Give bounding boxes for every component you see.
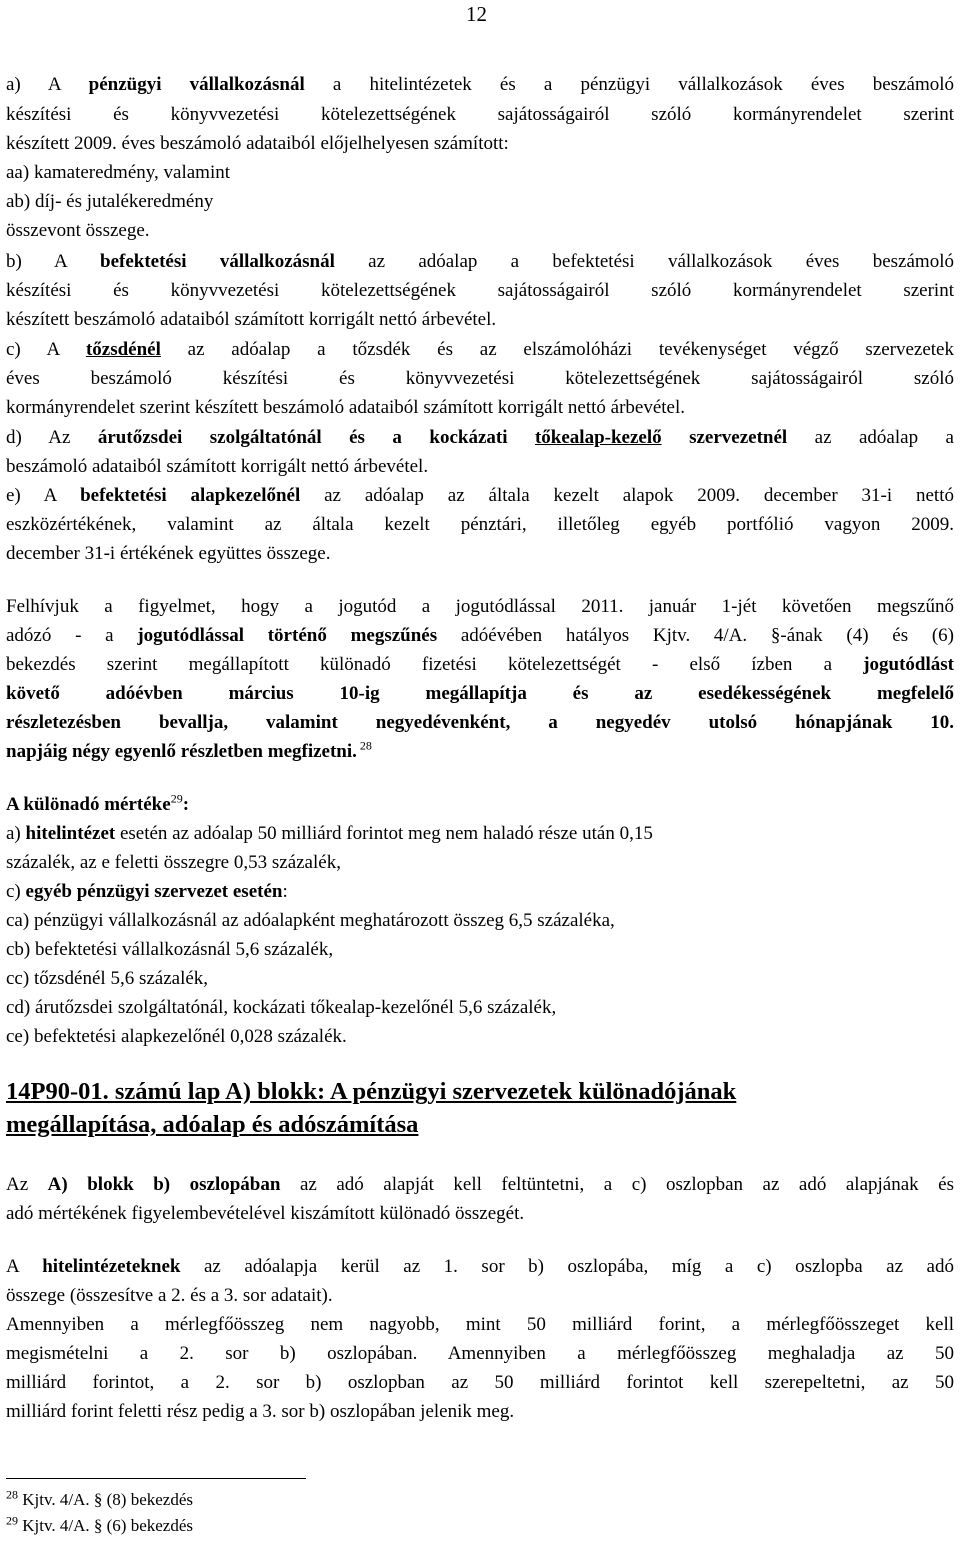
text-line: [6, 513, 954, 537]
text-line: [6, 426, 954, 450]
footnote-text: Kjtv. 4/A. § (6) bekezdés: [18, 1516, 193, 1535]
text-line: [6, 711, 954, 735]
bold-underlined-text: tőzsdénél: [85, 339, 161, 360]
text-run: d) Az: [6, 427, 98, 448]
text-run: bekezdés szerint megállapított különadó fizetési kötelezettségét - első ízben a: [6, 654, 864, 675]
bold-text: befektetési vállalkozásnál: [100, 251, 335, 272]
text-run: ce) befektetési alapkezelőnél 0,028 százalék.: [6, 1026, 347, 1047]
footnote-29: [6, 1515, 193, 1537]
text-line: [6, 1173, 954, 1197]
text-run: Amennyiben a mérlegfőösszeg nem nagyobb, mint 50 milliárd forint, a mérlegfőösszeget kell: [6, 1314, 954, 1335]
text-run: b) A: [6, 251, 101, 272]
text-run: adóévében hatályos Kjtv. 4/A. §-ának (4) és (6): [437, 625, 954, 646]
bold-text: :: [182, 794, 190, 815]
bold-text: A különadó mértéke: [6, 794, 171, 815]
bold-text: egyéb pénzügyi szervezet esetén: [25, 881, 283, 902]
text-line: [6, 682, 954, 706]
text-line: [6, 1313, 954, 1337]
footnote-text: Kjtv. 4/A. § (8) bekezdés: [18, 1490, 193, 1509]
text-line: [6, 132, 954, 156]
text-run: készítési és könyvvezetési kötelezettségének sajátosságairól szóló kormányrendelet szerint: [6, 104, 954, 125]
text-run: éves beszámoló készítési és könyvvezetési kötelezettségének sajátosságairól szóló: [6, 368, 954, 389]
text-run: összege (összesítve a 2. és a 3. sor adatait).: [6, 1285, 333, 1306]
text-run: készítési és könyvvezetési kötelezettségének sajátosságairól szóló kormányrendelet szerint: [6, 280, 954, 301]
bold-text: A) blokk b) oszlopában: [47, 1174, 281, 1195]
text-run: c) A: [6, 339, 86, 360]
text-line: [6, 851, 954, 875]
text-line: [6, 219, 954, 243]
text-run: december 31-i értékének együttes összege.: [6, 543, 331, 564]
text-line: [6, 1342, 954, 1366]
bold-text: napjáig négy egyenlő részletben megfizetni.: [6, 741, 357, 762]
text-run: az adóalap a: [787, 427, 954, 448]
text-run: összevont összege.: [6, 220, 150, 241]
text-line: [6, 367, 954, 391]
text-run: milliárd forintot, a 2. sor b) oszlopban az 50 milliárd forintot kell szerepeltetni, az 50: [6, 1372, 954, 1393]
text-run: c): [6, 881, 26, 902]
text-line: [6, 338, 954, 362]
text-run: esetén az adóalap 50 milliárd forintot meg nem haladó része után 0,15: [115, 823, 653, 844]
text-line: [6, 455, 954, 479]
text-line: [6, 740, 954, 764]
text-run: kormányrendelet szerint készített beszámoló adataiból számított korrigált nettó árbevétel.: [6, 397, 685, 418]
text-run: cc) tőzsdénél 5,6 százalék,: [6, 968, 209, 989]
text-line: [6, 1284, 954, 1308]
text-run: a) A: [6, 74, 89, 95]
footnote-number: 29: [6, 1513, 18, 1528]
text-run: e) A: [6, 485, 81, 506]
bold-text: pénzügyi vállalkozásnál: [88, 74, 305, 95]
text-line: [6, 1202, 954, 1226]
text-line: [6, 396, 954, 420]
text-run: az adó alapját kell feltüntetni, a c) oszlopban az adó alapjának és: [280, 1174, 954, 1195]
bold-text: szervezetnél: [661, 427, 788, 448]
bold-text: hitelintézeteknek: [42, 1256, 181, 1277]
text-line: [6, 308, 954, 332]
text-line: [6, 880, 954, 904]
text-line: [6, 595, 954, 619]
text-line: [6, 793, 954, 817]
text-line: [6, 996, 954, 1020]
text-run: a hitelintézetek és a pénzügyi vállalkozások éves beszámoló: [304, 74, 954, 95]
text-line: [6, 967, 954, 991]
text-line: [6, 822, 954, 846]
text-run: cb) befektetési vállalkozásnál 5,6 százalék,: [6, 939, 334, 960]
bold-underlined-text: tőkealap-kezelő: [534, 427, 662, 448]
text-run: készített beszámoló adataiból számított korrigált nettó árbevétel.: [6, 309, 497, 330]
text-line: [6, 653, 954, 677]
text-run: aa) kamateredmény, valamint: [6, 162, 231, 183]
page-number: 12: [466, 2, 487, 26]
text-run: eszközértékének, valamint az általa kezelt pénztári, illetőleg egyéb portfólió vagyon 2009.: [6, 514, 954, 535]
text-run: :: [282, 881, 288, 902]
text-run: Felhívjuk a figyelmet, hogy a jogutód a jogutódlással 2011. január 1-jét követően megszűnő: [6, 596, 954, 617]
footnote-separator: [6, 1478, 306, 1479]
text-line: [6, 624, 954, 648]
text-run: A: [6, 1256, 43, 1277]
bold-text: jogutódlást: [863, 654, 954, 675]
text-run: adózó - a: [6, 625, 138, 646]
text-run: adó mértékének figyelembevételével kiszámított különadó összegét.: [6, 1203, 525, 1224]
footnote-reference: 28: [356, 738, 372, 753]
footnote-reference: 29: [170, 791, 183, 806]
text-line: [6, 1400, 954, 1424]
text-run: az adóalap a befektetési vállalkozások éves beszámoló: [334, 251, 954, 272]
bold-text: részletezésben bevallja, valamint negyedévenként, a negyedév utolsó hónapjának 10.: [6, 712, 954, 733]
text-run: százalék, az e feletti összegre 0,53 százalék,: [6, 852, 341, 873]
section-heading-line-1: 14P90-01. számú lap A) blokk: A pénzügyi szervezetek különadójának: [6, 1078, 737, 1105]
text-line: [6, 542, 954, 566]
text-run: ca) pénzügyi vállalkozásnál az adóalapként meghatározott összeg 6,5 százaléka,: [6, 910, 615, 931]
text-run: megismételni a 2. sor b) oszlopában. Amennyiben a mérlegfőösszeg meghaladja az 50: [6, 1343, 954, 1364]
footnote-28: [6, 1489, 193, 1511]
footnote-number: 28: [6, 1487, 18, 1502]
text-line: [6, 1371, 954, 1395]
text-line: [6, 279, 954, 303]
text-line: [6, 484, 954, 508]
text-line: [6, 190, 954, 214]
text-run: milliárd forint feletti rész pedig a 3. sor b) oszlopában jelenik meg.: [6, 1401, 515, 1422]
section-heading-line-2: megállapítása, adóalap és adószámítása: [6, 1111, 419, 1138]
bold-text: jogutódlással történő megszűnés: [137, 625, 438, 646]
text-run: az adóalap a tőzsdék és az elszámolóházi tevékenységet végző szervezetek: [160, 339, 954, 360]
bold-text: árutőzsdei szolgáltatónál és a kockázati: [97, 427, 535, 448]
text-line: [6, 1025, 954, 1049]
bold-text: hitelintézet: [25, 823, 116, 844]
text-run: ab) díj- és jutalékeredmény: [6, 191, 214, 212]
text-line: [6, 161, 954, 185]
text-run: a): [6, 823, 26, 844]
text-line: [6, 909, 954, 933]
text-line: [6, 103, 954, 127]
text-run: készített 2009. éves beszámoló adataiból előjelhelyesen számított:: [6, 133, 509, 154]
text-line: [6, 250, 954, 274]
text-run: Az: [6, 1174, 48, 1195]
bold-text: követő adóévben március 10-ig megállapítja és az esedékességének megfelelő: [6, 683, 954, 704]
text-line: [6, 1255, 954, 1279]
text-line: [6, 73, 954, 97]
text-line: [6, 938, 954, 962]
text-run: az adóalap az általa kezelt alapok 2009. december 31-i nettó: [300, 485, 954, 506]
bold-text: befektetési alapkezelőnél: [80, 485, 301, 506]
text-run: az adóalapja kerül az 1. sor b) oszlopába, míg a c) oszlopba az adó: [180, 1256, 954, 1277]
text-run: cd) árutőzsdei szolgáltatónál, kockázati tőkealap-kezelőnél 5,6 százalék,: [6, 997, 557, 1018]
text-run: beszámoló adataiból számított korrigált nettó árbevétel.: [6, 456, 429, 477]
